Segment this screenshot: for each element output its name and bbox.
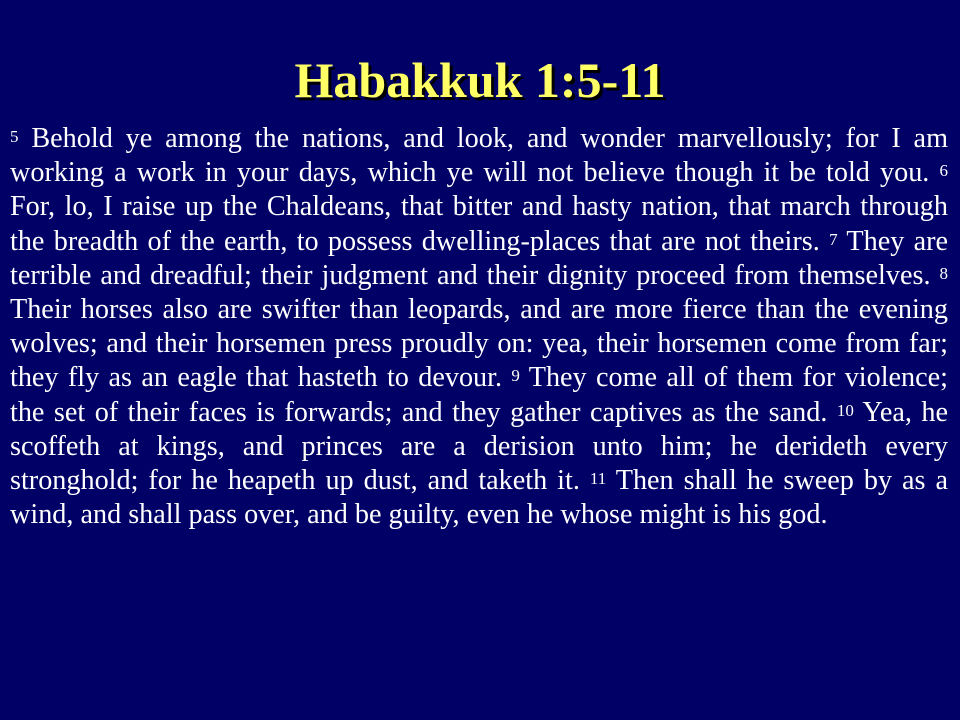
verse-text-8: Their horses also are swifter than leopards, and are more fierce than the evening wolves; and their horsemen press proudly on: yea, their horsemen come from far; they fly as an eagle that hasteth to devour. bbox=[10, 294, 948, 394]
scripture-passage bbox=[10, 122, 948, 532]
verse-text-9: They come all of them for violence; the set of their faces is forwards; and they gather captives as the sand. bbox=[10, 362, 949, 428]
verse-number-6: 6 bbox=[939, 161, 949, 181]
verse-number-5: 5 bbox=[10, 127, 19, 146]
verse-text-11: Then shall he sweep by as a wind, and shall pass over, and be guilty, even he whose might is his god. bbox=[10, 465, 948, 531]
verse-number-9: 9 bbox=[511, 366, 520, 386]
verse-number-8: 8 bbox=[939, 263, 949, 283]
verse-text-10: Yea, he scoffeth at kings, and princes are a derision unto him; he derideth every stronghold; for he heapeth up dust, and taketh it. bbox=[10, 396, 948, 497]
verse-number-7: 7 bbox=[829, 229, 838, 249]
verse-text-7: They are terrible and dreadful; their judgment and their dignity proceed from themselves. bbox=[10, 225, 949, 291]
verse-number-10: 10 bbox=[836, 400, 854, 420]
slide-title: Habakkuk 1:5-11 bbox=[294, 52, 666, 108]
verse-text-6: For, lo, I raise up the Chaldeans, that bitter and hasty nation, that march through the breadth of the earth, to possess dwelling-places that are not theirs. bbox=[10, 191, 948, 257]
verse-text-5: Behold ye among the nations, and look, and wonder marvellously; for I am working a work in your days, which ye will not believe though it be told you. bbox=[10, 123, 948, 189]
verse-number-11: 11 bbox=[589, 469, 607, 489]
